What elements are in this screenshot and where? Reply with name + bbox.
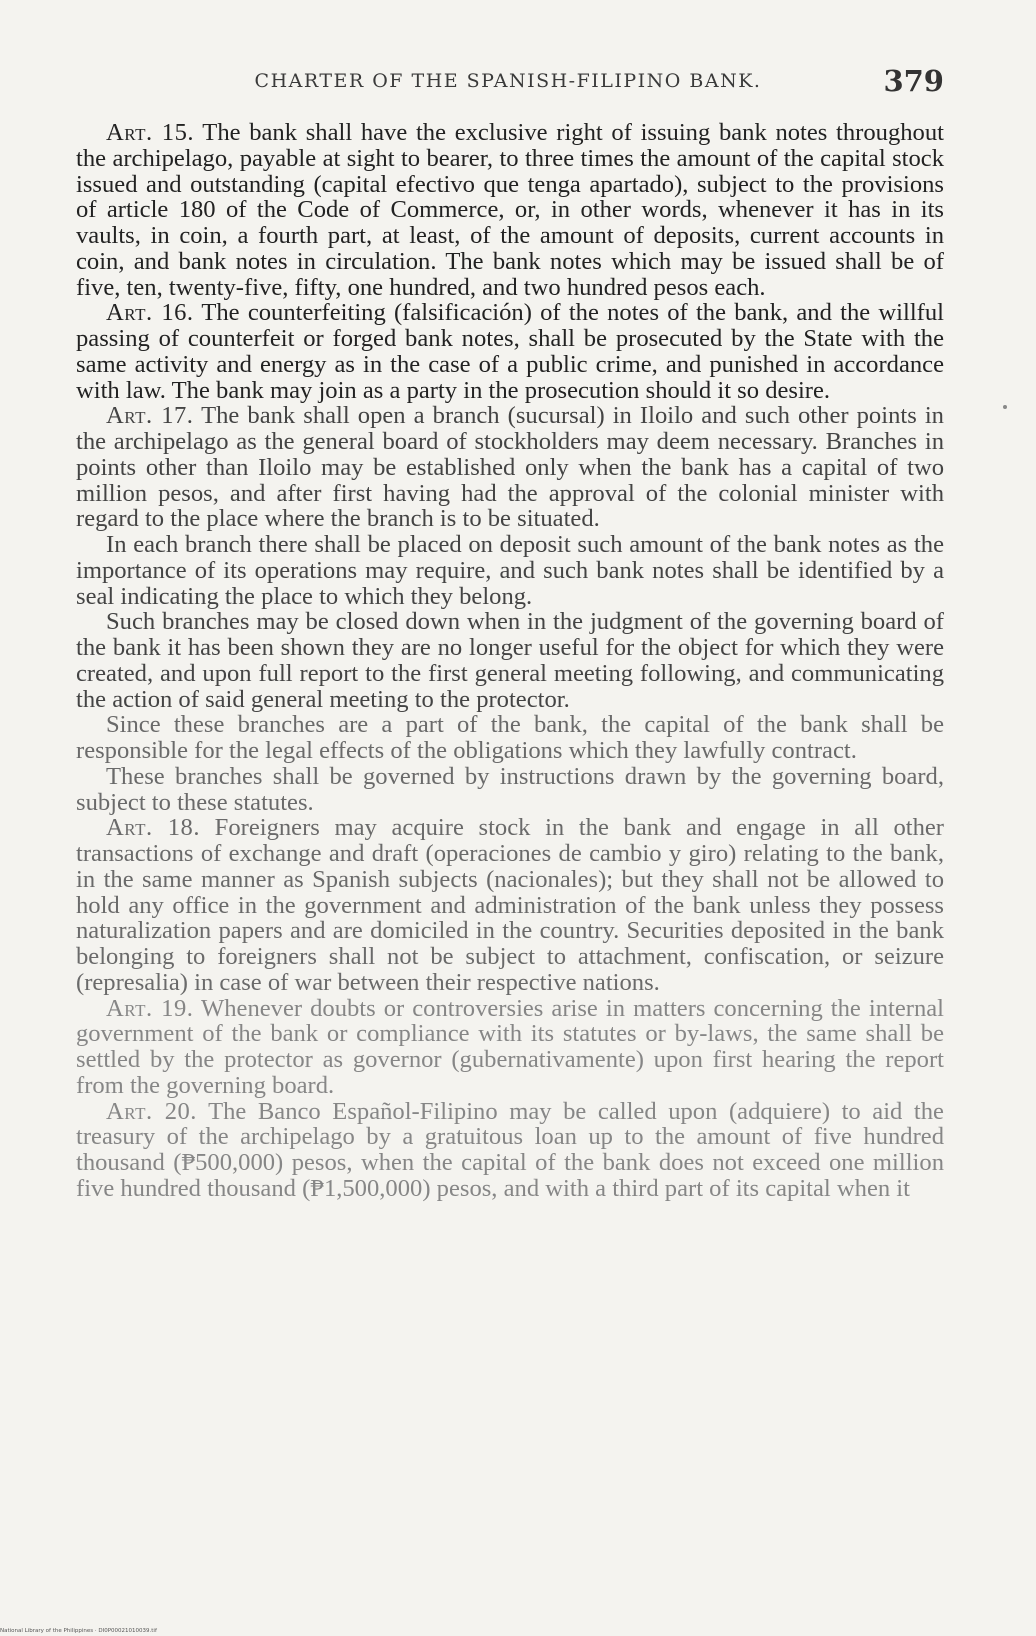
article-15 [76, 120, 944, 300]
page-number: 379 [883, 64, 944, 98]
running-title: CHARTER OF THE SPANISH-FILIPINO BANK. [254, 70, 762, 92]
article-text: Whenever doubts or controversies arise in matters concerning the internal government of the bank or compliance with its statutes or by-laws, the same shall be settled by the protector as governor (gubernativamente) upon first hearing the report from the governing board. [76, 994, 944, 1099]
scan-speck [1003, 405, 1007, 409]
paragraph-branch-capital [76, 712, 944, 764]
paragraph-branch-closure [76, 609, 944, 712]
scan-footer: National Library of the Philippines · DI0P00021010039.tif [0, 1628, 157, 1634]
article-17 [76, 403, 944, 532]
page-header [72, 64, 944, 100]
article-label: Art. 18. [106, 814, 201, 842]
paragraph-branch-deposit [76, 532, 944, 609]
article-label: Art. 17. [106, 402, 194, 430]
paragraph-text: In each branch there shall be placed on deposit such amount of the bank notes as the importance of its operations may require, and such bank notes shall be identified by a seal indicating the place to which they belong. [76, 531, 944, 610]
article-text: Foreigners may acquire stock in the bank and engage in all other transactions of exchange and draft (operaciones de cambio y giro) relating to the bank, in the same manner as Spanish subjects (nacionales); but they shall not be allowed to hold any office in the government and administration of the bank unless they possess naturalization papers and are domiciled in the country. Securities deposited in the bank belonging to foreigners shall not be subject to attachment, confiscation, or seizure (represalia) in case of war between their respective nations. [76, 814, 944, 996]
article-label: Art. 19. [106, 994, 194, 1022]
article-text: The Banco Español-Filipino may be called upon (adquiere) to aid the treasury of the archipelago by a gratuitous loan up to the amount of five hundred thousand (₱500,000) pesos, when the capital of the bank does not exceed one million five hundred thousand (₱1,500,000) pesos, and with a third part of its capital when it [76, 1097, 944, 1202]
paragraph-text: Such branches may be closed down when in the judgment of the governing board of the bank it has been shown they are no longer useful for the object for which they were created, and upon full report to the first general meeting following, and communicating the action of said general meeting to the protector. [76, 608, 944, 713]
article-text: The bank shall open a branch (sucursal) in Iloilo and such other points in the archipelago as the general board of stockholders may deem necessary. Branches in points other than Iloilo may be established only when the bank has a capital of two million pesos, and after first having had the approval of the colonial minister with regard to the place where the branch is to be situated. [76, 402, 944, 533]
article-label: Art. 16. [106, 299, 194, 327]
article-text: The counterfeiting (falsificación) of the notes of the bank, and the willful passing of counterfeit or forged bank notes, shall be prosecuted by the State with the same activity and energy as in the case of a public crime, and punished in accordance with law. The bank may join as a party in the prosecution should it so desire. [76, 299, 944, 404]
article-20 [76, 1099, 944, 1202]
article-label: Art. 20. [106, 1097, 197, 1125]
article-18 [76, 815, 944, 995]
body-text [76, 120, 944, 1202]
article-19 [76, 996, 944, 1099]
article-text: The bank shall have the exclusive right of issuing bank notes throughout the archipelago, payable at sight to bearer, to three times the amount of the capital stock issued and outstanding (capital efectivo que tenga apartado), subject to the provisions of article 180 of the Code of Commerce, or, in other words, whenever it has in its vaults, in coin, a fourth part, at least, of the amount of deposits, current accounts in coin, and bank notes in circulation. The bank notes which may be issued shall be of five, ten, twenty-five, fifty, one hundred, and two hundred pesos each. [76, 119, 944, 301]
paragraph-text: These branches shall be governed by instructions drawn by the governing board, subject to these statutes. [76, 762, 944, 816]
article-16 [76, 300, 944, 403]
article-label: Art. 15. [106, 119, 195, 146]
paragraph-text: Since these branches are a part of the bank, the capital of the bank shall be responsible for the legal effects of the obligations which they lawfully contract. [76, 711, 944, 764]
paragraph-branch-governance [76, 764, 944, 816]
